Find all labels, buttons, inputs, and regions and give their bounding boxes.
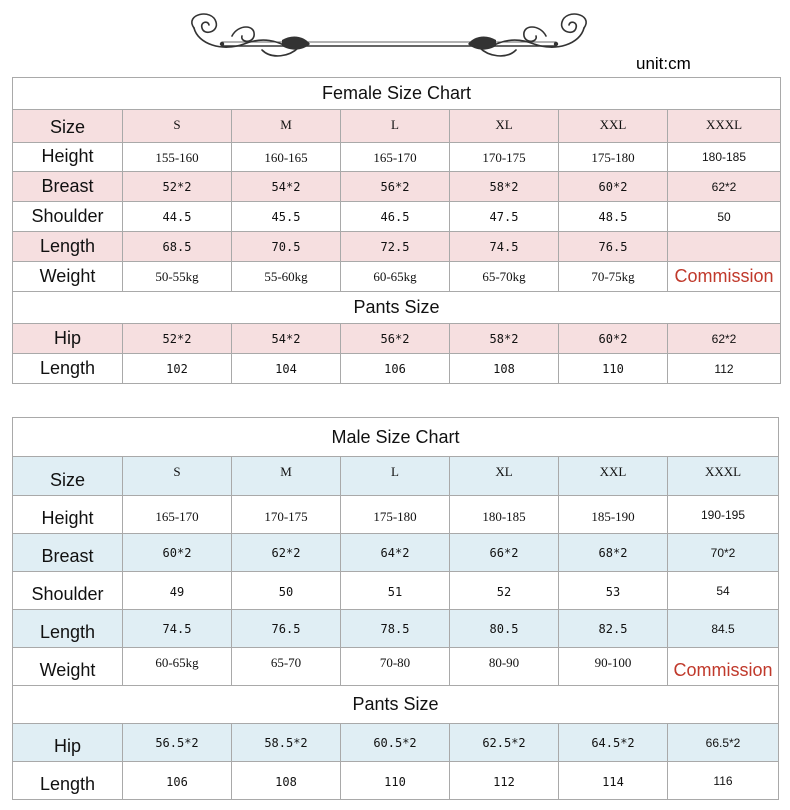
table-cell: 74.5 (450, 232, 559, 262)
table-cell: 60-65kg (123, 648, 232, 686)
table-row (13, 762, 779, 800)
male-size-table (12, 417, 779, 800)
table-cell: 60-65kg (341, 262, 450, 292)
table-cell: 62*2 (668, 172, 781, 202)
table-cell: 175-180 (341, 496, 450, 534)
table-cell (668, 232, 781, 262)
table-row (13, 610, 779, 648)
table-cell: 78.5 (341, 610, 450, 648)
size-header-row (13, 457, 779, 496)
table-row (13, 232, 781, 262)
table-row (13, 202, 781, 232)
table-cell: 76.5 (232, 610, 341, 648)
table-cell: 165-170 (341, 143, 450, 172)
size-col-m: M (232, 457, 341, 496)
table-cell: 60.5*2 (341, 724, 450, 762)
row-label-pants-length: Length (13, 762, 123, 800)
row-label-breast: Breast (13, 534, 123, 572)
table-cell: 74.5 (123, 610, 232, 648)
table-cell: 58*2 (450, 324, 559, 354)
table-cell: 54*2 (232, 324, 341, 354)
table-cell: 68.5 (123, 232, 232, 262)
table-cell: 46.5 (341, 202, 450, 232)
table-cell: 44.5 (123, 202, 232, 232)
table-row (13, 262, 781, 292)
size-col-xxl: XXL (559, 457, 668, 496)
table-cell: 104 (232, 354, 341, 384)
table-cell: 47.5 (450, 202, 559, 232)
table-row (13, 648, 779, 686)
table-row (13, 572, 779, 610)
table-cell: 84.5 (668, 610, 779, 648)
table-cell: 80-90 (450, 648, 559, 686)
table-cell: 70-80 (341, 648, 450, 686)
size-col-l: L (341, 457, 450, 496)
size-col-l: L (341, 110, 450, 143)
table-cell: 72.5 (341, 232, 450, 262)
table-cell: 160-165 (232, 143, 341, 172)
table-row (13, 354, 781, 384)
row-label-length: Length (13, 610, 123, 648)
table-row (13, 724, 779, 762)
table-cell: 110 (341, 762, 450, 800)
table-cell: 70-75kg (559, 262, 668, 292)
table-cell: 49 (123, 572, 232, 610)
table-cell: 108 (450, 354, 559, 384)
table-row (13, 143, 781, 172)
table-row (13, 324, 781, 354)
table-cell: 62.5*2 (450, 724, 559, 762)
commission-note: Commission (668, 262, 781, 292)
table-cell: 80.5 (450, 610, 559, 648)
table-cell: 106 (341, 354, 450, 384)
table-cell: 60*2 (559, 324, 668, 354)
row-label-weight: Weight (13, 262, 123, 292)
table-cell: 56*2 (341, 324, 450, 354)
table-cell: 66*2 (450, 534, 559, 572)
size-col-m: M (232, 110, 341, 143)
table-cell: 52*2 (123, 172, 232, 202)
female-size-table (12, 77, 781, 384)
table-cell: 110 (559, 354, 668, 384)
table-cell: 62*2 (232, 534, 341, 572)
table-cell: 114 (559, 762, 668, 800)
row-label-length: Length (13, 232, 123, 262)
table-cell: 58*2 (450, 172, 559, 202)
table-row (13, 534, 779, 572)
table-cell: 64*2 (341, 534, 450, 572)
size-col-s: S (123, 457, 232, 496)
row-label-pants-length: Length (13, 354, 123, 384)
table-cell: 70.5 (232, 232, 341, 262)
size-col-xxl: XXL (559, 110, 668, 143)
table-cell: 190-195 (668, 496, 779, 534)
row-label-shoulder: Shoulder (13, 572, 123, 610)
table-cell: 180-185 (668, 143, 781, 172)
row-label-height: Height (13, 496, 123, 534)
row-label-size: Size (13, 457, 123, 496)
table-cell: 50-55kg (123, 262, 232, 292)
row-label-shoulder: Shoulder (13, 202, 123, 232)
table-cell: 76.5 (559, 232, 668, 262)
table-cell: 62*2 (668, 324, 781, 354)
table-cell: 54 (668, 572, 779, 610)
table-cell: 50 (668, 202, 781, 232)
unit-label: unit:cm (636, 54, 691, 73)
table-cell: 45.5 (232, 202, 341, 232)
table-cell: 165-170 (123, 496, 232, 534)
table-cell: 106 (123, 762, 232, 800)
row-label-hip: Hip (13, 324, 123, 354)
row-label-hip: Hip (13, 724, 123, 762)
row-label-breast: Breast (13, 172, 123, 202)
size-col-xl: XL (450, 457, 559, 496)
table-cell: 65-70 (232, 648, 341, 686)
female-pants-title: Pants Size (13, 292, 781, 324)
commission-note: Commission (668, 648, 779, 686)
size-col-xxxl: XXXL (668, 457, 779, 496)
size-header-row (13, 110, 781, 143)
male-pants-title: Pants Size (13, 686, 779, 724)
table-cell: 52*2 (123, 324, 232, 354)
table-cell: 60*2 (559, 172, 668, 202)
table-cell: 68*2 (559, 534, 668, 572)
table-cell: 53 (559, 572, 668, 610)
table-cell: 175-180 (559, 143, 668, 172)
table-cell: 170-175 (450, 143, 559, 172)
table-row (13, 172, 781, 202)
table-cell: 64.5*2 (559, 724, 668, 762)
table-cell: 48.5 (559, 202, 668, 232)
table-cell: 54*2 (232, 172, 341, 202)
table-cell: 70*2 (668, 534, 779, 572)
table-cell: 155-160 (123, 143, 232, 172)
table-cell: 52 (450, 572, 559, 610)
row-label-height: Height (13, 143, 123, 172)
table-cell: 185-190 (559, 496, 668, 534)
table-cell: 82.5 (559, 610, 668, 648)
table-cell: 112 (450, 762, 559, 800)
table-cell: 58.5*2 (232, 724, 341, 762)
row-label-weight: Weight (13, 648, 123, 686)
table-row (13, 496, 779, 534)
table-cell: 66.5*2 (668, 724, 779, 762)
table-cell: 56.5*2 (123, 724, 232, 762)
table-cell: 50 (232, 572, 341, 610)
table-cell: 90-100 (559, 648, 668, 686)
table-cell: 102 (123, 354, 232, 384)
table-cell: 112 (668, 354, 781, 384)
decorative-ornament (182, 6, 596, 66)
size-col-xl: XL (450, 110, 559, 143)
table-cell: 65-70kg (450, 262, 559, 292)
size-col-xxxl: XXXL (668, 110, 781, 143)
table-cell: 56*2 (341, 172, 450, 202)
row-label-size: Size (13, 110, 123, 143)
table-cell: 180-185 (450, 496, 559, 534)
female-chart-title: Female Size Chart (13, 78, 781, 110)
table-cell: 51 (341, 572, 450, 610)
table-cell: 60*2 (123, 534, 232, 572)
table-cell: 55-60kg (232, 262, 341, 292)
table-cell: 116 (668, 762, 779, 800)
table-cell: 108 (232, 762, 341, 800)
male-chart-title: Male Size Chart (13, 418, 779, 457)
table-cell: 170-175 (232, 496, 341, 534)
size-col-s: S (123, 110, 232, 143)
